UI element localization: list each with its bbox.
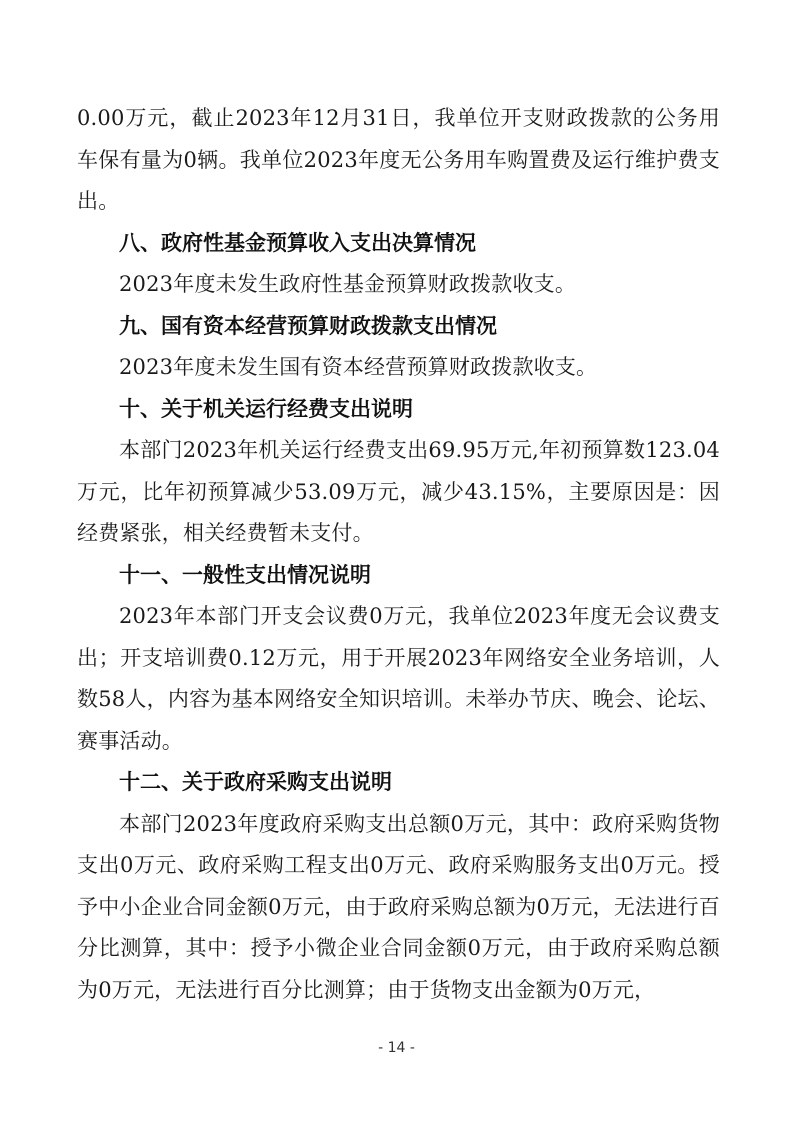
heading-section-9: 九、国有资本经营预算财政拨款支出情况 — [119, 313, 497, 338]
heading-section-10: 十、关于机关运行经费支出说明 — [119, 396, 413, 421]
paragraph-section-11: 2023年本部门开支会议费0万元，我单位2023年度无会议费支出；开支培训费0.12万元，用于开展2023年网络安全业务培训，人数58人，内容为基本网络安全知识培训。未举办节庆、晚会、论坛、赛事活动。 — [77, 604, 720, 753]
paragraph-section-10: 本部门2023年机关运行经费支出69.95万元,年初预算数123.04万元，比年初预算减少53.09万元，减少43.15%，主要原因是：因经费紧张，相关经费暂未支付。 — [77, 438, 720, 545]
heading-section-8: 八、政府性基金预算收入支出决算情况 — [119, 230, 476, 255]
page-number: - 14 - — [378, 1040, 415, 1056]
paragraph-vehicle-expense: 0.00万元，截止2023年12月31日，我单位开支财政拨款的公务用车保有量为0辆。我单位2023年度无公务用车购置费及运行维护费支出。 — [77, 106, 720, 213]
paragraph-section-9: 2023年度未发生国有资本经营预算财政拨款收支。 — [119, 355, 598, 379]
heading-section-12: 十二、关于政府采购支出说明 — [119, 770, 392, 794]
paragraph-section-12: 本部门2023年度政府采购支出总额0万元，其中：政府采购货物支出0万元、政府采购工程支出0万元、政府采购服务支出0万元。授予中小企业合同金额0万元，由于政府采购总额为0万元，无法进行百分比测算，其中：授予小微企业合同金额0万元，由于政府采购总额为0万元，无法进行百分比测算；由于货物支出金额为0万元， — [77, 811, 720, 1002]
heading-section-11: 十一、一般性支出情况说明 — [119, 562, 371, 587]
paragraph-section-8: 2023年度未发生政府性基金预算财政拨款收支。 — [119, 272, 577, 296]
document-body — [77, 98, 720, 1011]
